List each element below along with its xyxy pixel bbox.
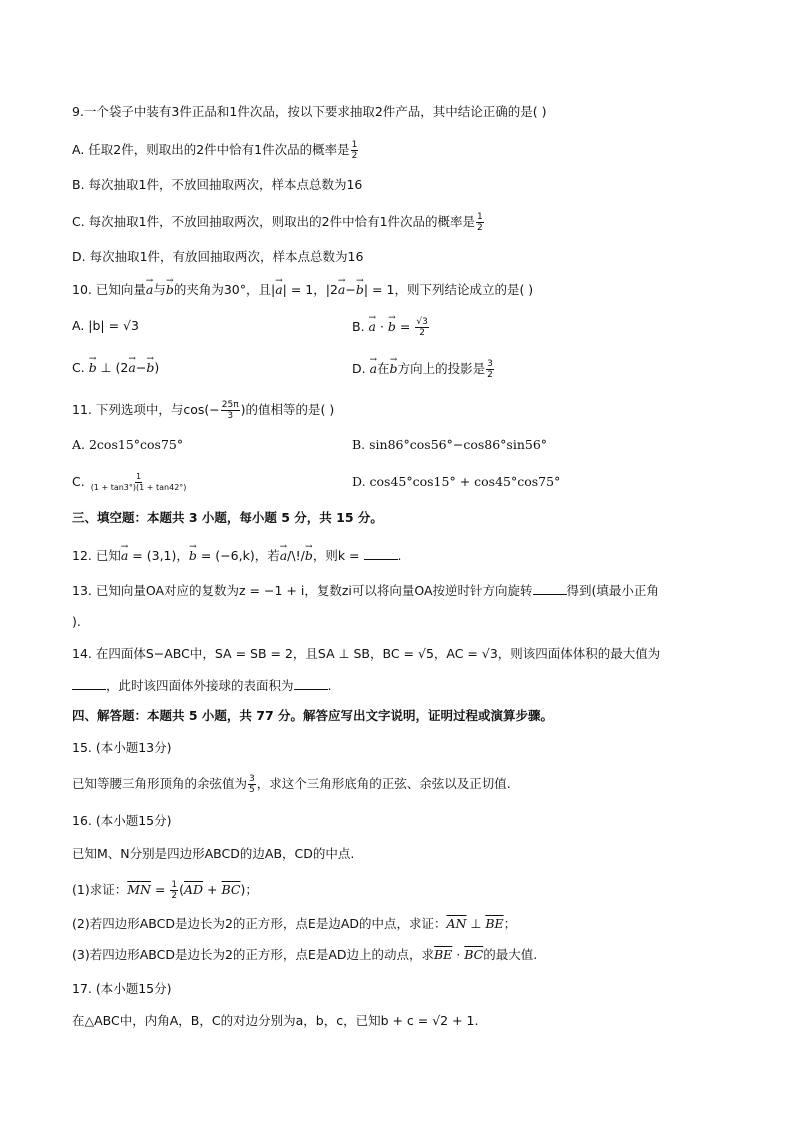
- section-3-title: 三、填空题：本题共 3 小题，每小题 5 分，共 15 分。: [72, 510, 383, 525]
- answer-blank[interactable]: [294, 677, 328, 690]
- q16-head: 16. (本小题15分): [72, 813, 172, 828]
- q11-option-d: D. cos45°cos15° + cos45°cos75°: [352, 474, 561, 489]
- answer-blank[interactable]: [364, 547, 398, 560]
- q16-part-1: (1)求证：$\overline{MN}$ = $\frac{1}{2}$ $(\overline{AD} + \overline{BC})$；: [72, 880, 258, 901]
- q15-head: 15. (本小题13分): [72, 740, 172, 755]
- fraction: $\frac{1}{(1 + \tan 3^\circ)(1 + \tan 42^\circ)}$: [90, 472, 187, 492]
- q16-part-3: (3)若四边形ABCD是边长为2的正方形，点E是AD边上的动点，求$\overline{BE} \cdot \overline{BC}$的最大值.: [72, 947, 538, 962]
- q14-line-2: ，此时该四面体外接球的表面积为 .: [72, 677, 332, 695]
- q11-option-c: C. $\frac{1}{(1 + \tan 3^\circ)(1 + \tan 42^\circ)}$: [72, 472, 187, 492]
- section-4-title: 四、解答题：本题共 5 小题，共 77 分。解答应写出文字说明，证明过程或演算步骤。: [72, 708, 554, 723]
- answer-blank[interactable]: [533, 582, 567, 595]
- fraction: $\frac{1}{2}$: [351, 140, 358, 161]
- q9-option-c: C. 每次抽取1件，不放回抽取两次，则取出的2件中恰有1件次品的概率是 $\frac{1}{2}$: [72, 212, 483, 233]
- fraction: $\frac{1}{2}$: [171, 880, 178, 901]
- fraction: $\frac{3}{2}$: [487, 359, 493, 380]
- q17-head: 17. (本小题15分): [72, 981, 172, 996]
- q12: 12. 已知→ a = (3,1)，→ b = (−6,k)，若→ a/\!/→ b，则k = .: [72, 547, 402, 565]
- answer-blank[interactable]: [72, 677, 106, 690]
- q17-body: 在△ABC中，内角A，B，C的对边分别为a，b，c，已知b + c = √2 + 1.: [72, 1013, 479, 1028]
- q10-stem: 10. 已知向量→ a与→ b的夹角为30°，且|→ a| = 1，|2→ a−→ b| = 1，则下列结论成立的是( ): [72, 281, 533, 299]
- q16-body: 已知M、N分别是四边形ABCD的边AB，CD的中点.: [72, 846, 355, 861]
- q10-option-c: C. → b ⊥ (2→ a−→ b): [72, 359, 159, 377]
- fraction: $\frac{√3}{2}$: [416, 317, 428, 338]
- q14-line-1: 14. 在四面体S−ABC中，SA = SB = 2，且SA ⊥ SB，BC = √5，AC = √3，则该四面体体积的最大值为: [72, 646, 661, 661]
- q15-body: 已知等腰三角形顶角的余弦值为 $\frac{3}{5}$ ，求这个三角形底角的正弦、余弦以及正切值.: [72, 774, 511, 795]
- q10-option-a: A. |b| = √3: [72, 318, 139, 333]
- fraction: $\frac{1}{2}$: [477, 212, 483, 233]
- q11-stem: 11. 下列选项中，与cos(− $\frac{25\pi}{3}$ )的值相等的是( ): [72, 400, 335, 421]
- q9-option-a: A. 任取2件，则取出的2件中恰有1件次品的概率是 $\frac{1}{2}$: [72, 140, 358, 161]
- fraction: $\frac{3}{5}$: [249, 774, 255, 795]
- fraction: $\frac{25\pi}{3}$: [221, 400, 239, 421]
- q10-option-b: B. → a · → b = $\frac{√3}{2}$: [352, 317, 430, 338]
- q16-part-2: (2)若四边形ABCD是边长为2的正方形，点E是边AD的中点，求证：$\overline{AN}$ ⊥ $\overline{BE}$；: [72, 916, 517, 931]
- q11-option-b: B. sin86°cos56°−cos86°sin56°: [352, 437, 548, 452]
- q9-option-b: B. 每次抽取1件，不放回抽取两次，样本点总数为16: [72, 177, 363, 192]
- q13-line-2: ).: [72, 614, 81, 629]
- q9-option-d: D. 每次抽取1件，有放回抽取两次，样本点总数为16: [72, 249, 364, 264]
- q13-line-1: 13. 已知向量OA对应的复数为z = −1 + i，复数zi可以将向量OA按逆时针方向旋转 得到(填最小正角: [72, 583, 659, 598]
- q9-stem: 9.一个袋子中装有3件正品和1件次品，按以下要求抽取2件产品，其中结论正确的是( ): [72, 104, 547, 119]
- q11-option-a: A. 2cos15°cos75°: [72, 437, 184, 452]
- q10-option-d: D. → a在→ b方向上的投影是 $\frac{3}{2}$: [352, 359, 495, 380]
